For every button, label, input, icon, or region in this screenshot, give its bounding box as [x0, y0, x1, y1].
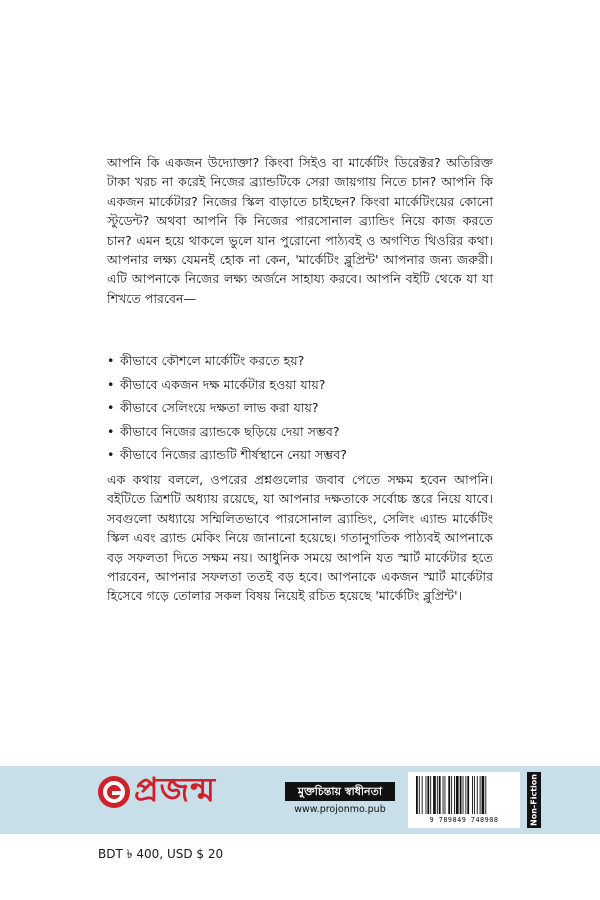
barcode-bar	[460, 776, 462, 814]
isbn-number: 9 789849 748908	[429, 816, 499, 824]
barcode-bar	[448, 776, 450, 814]
publisher-url: www.projonmo.pub	[294, 804, 386, 815]
bullet-icon: •	[107, 447, 115, 462]
barcode-bar	[472, 776, 473, 814]
barcode-bar	[477, 776, 478, 814]
barcode-bar	[485, 776, 486, 814]
barcode-bar	[463, 776, 464, 814]
intro-paragraph: আপনি কি একজন উদ্যোক্তা? কিংবা সিইও বা মার্কেটিং ডিরেক্টর? অতিরিক্ত টাকা খরচ না করেই নিজের ব্র্যান্ডটিকে সেরা জায়গায় নিতে চান? আপনি কি একজন মার্কেটার? নিজের স্কিল বাড়াতে চাইছেন? কিংবা মার্কেটিংয়ের কোনো স্টুডেন্ট? অথবা আপনি কি নিজের পারসোনাল ব্র্যান্ডিং নিয়ে কাজ করতে চান? এমন হয়ে থাকলে ভুলে যান পুরোনো পাঠ্যবই ও অগণিত থিওরির কথা। আপনার লক্ষ্য যেমনই হোক না কেন, 'মার্কেটিং ব্লুপ্রিন্ট' আপনার জন্য জরুরী। এটি আপনাকে নিজের লক্ষ্য অর্জনে সাহায্য করবে। আপনি বইটি থেকে যা যা শিখতে পারবেন—	[107, 155, 493, 306]
barcode-bar	[437, 776, 438, 814]
learning-points-list	[107, 349, 493, 467]
publisher-emblem-icon	[98, 776, 130, 808]
barcode-bar	[467, 776, 469, 814]
barcode-bar	[465, 776, 466, 814]
barcode-bar	[419, 776, 420, 814]
bullet-icon: •	[107, 376, 115, 392]
barcode-bar	[474, 776, 475, 814]
list-item-text: কীভাবে একজন দক্ষ মার্কেটার হওয়া যায়?	[120, 376, 326, 392]
barcode-bar	[480, 776, 481, 814]
barcode-bars-icon	[414, 776, 514, 816]
list-item	[107, 443, 493, 467]
list-item	[107, 349, 493, 373]
genre-tag	[527, 772, 541, 828]
list-item	[107, 420, 493, 444]
list-item-text: কীভাবে নিজের ব্র্যান্ডকে ছড়িয়ে দেয়া সম্ভব?	[120, 423, 340, 439]
barcode-bar	[443, 776, 444, 814]
bullet-icon: •	[107, 353, 115, 368]
list-item	[107, 373, 493, 397]
barcode-bar	[454, 776, 455, 814]
list-item-text: কীভাবে কৌশলে মার্কেটিং করতে হয়?	[120, 353, 305, 368]
outro-paragraph: এক কথায় বললে, ওপরের প্রশ্নগুলোর জবাব পেতে সক্ষম হবেন আপনি। বইটিতে ত্রিশটি অধ্যায় রয়েছে, যা আপনার দক্ষতাকে সর্বোচ্চ স্তরে নিয়ে যাবে। সবগুলো অধ্যায়ে সম্মিলিতভাবে পারসোনাল ব্র্যান্ডিং, সেলিং এ্যান্ড মার্কেটিং স্কিল এবং ব্র্যান্ড মেকিং নিয়ে জানানো হয়েছে। গতানুগতিক পাঠ্যবই আপনাকে বড় সফলতা দিতে সক্ষম নয়। আধুনিক সময়ে আপনি যত স্মার্ট মার্কেটার হতে পারবেন, আপনার সফলতা ততই বড় হবে। আপনাকে একজন স্মার্ট মার্কেটার হিসেবে গড়ে তোলার সকল বিষয় নিয়েই রচিত হয়েছে 'মার্কেটিং ব্লুপ্রিন্ট'।	[107, 472, 493, 604]
barcode-bar	[433, 776, 436, 814]
bullet-icon: •	[107, 400, 115, 415]
barcode-bar	[482, 776, 485, 814]
publisher-band	[0, 766, 600, 834]
list-item-text: কীভাবে সেলিংয়ে দক্ষতা লাভ করা যায়?	[120, 400, 319, 415]
barcode-bar	[451, 776, 452, 814]
publisher-name: প্রজন্ম	[134, 770, 217, 809]
list-item-text: কীভাবে নিজের ব্র্যান্ডটি শীর্ষস্থানে নেয়া সম্ভব?	[120, 447, 347, 462]
barcode-bar	[416, 776, 418, 814]
genre-label: Non-Fiction	[529, 774, 539, 826]
barcode-bar	[456, 776, 459, 814]
isbn-barcode	[408, 772, 520, 828]
barcode-bar	[445, 776, 446, 814]
barcode-bar	[422, 776, 423, 814]
bullet-icon: •	[107, 423, 115, 439]
publisher-tagline: মুক্তচিন্তায় স্বাধীনতা	[285, 782, 395, 801]
barcode-bar	[439, 776, 441, 814]
price-label: BDT ৳ 400, USD $ 20	[98, 847, 224, 861]
list-item	[107, 396, 493, 420]
barcode-bar	[426, 776, 427, 814]
barcode-bar	[430, 776, 431, 814]
barcode-bar	[427, 776, 429, 814]
